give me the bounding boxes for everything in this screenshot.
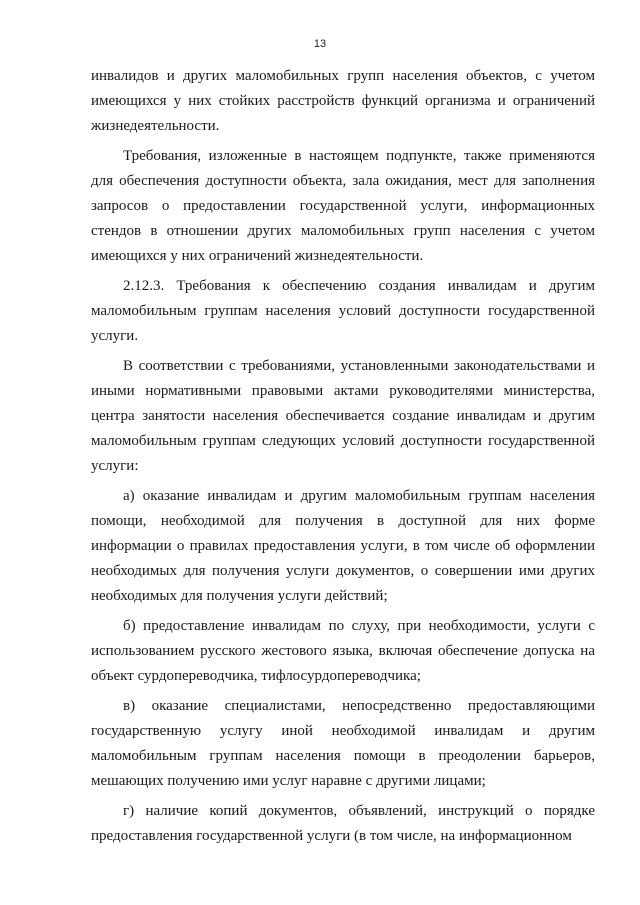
list-item-g: г) наличие копий документов, объявлений, инструкций о порядке предоставления государственной услуги (в том числе, на информационном (91, 803, 595, 844)
paragraph-continuation: инвалидов и других маломобильных групп населения объектов, с учетом имеющихся у них стойких расстройств функций организма и ограничений жизнедеятельности. (91, 68, 595, 134)
paragraph-section-2-12-3: 2.12.3. Требования к обеспечению создания инвалидам и другим маломобильным группам населения условий доступности государственной услуги. (91, 278, 595, 344)
paragraph-accessibility-conditions: В соответствии с требованиями, установленными законодательствами и иными нормативными правовыми актами руководителями министерства, центра занятости населения обеспечивается создание инвалидам и другим маломобильным группам следующих условий доступности государственной услуги: (91, 358, 595, 474)
list-item-v: в) оказание специалистами, непосредственно предоставляющими государственную услугу иной необходимой инвалидам и другим маломобильным группам населения помощи в преодолении барьеров, мешающих получению ими услуг наравне с другими лицами; (91, 698, 595, 789)
list-item-a: а) оказание инвалидам и другим маломобильным группам населения помощи, необходимой для получения в доступной для них форме информации о правилах предоставления услуги, в том числе об оформлении необходимых для получения услуги документов, о совершении ими других необходимых для получения услуги действий; (91, 488, 595, 604)
list-item-b: б) предоставление инвалидам по слуху, при необходимости, услуги с использованием русского жестового языка, включая обеспечение допуска на объект сурдопереводчика, тифлосурдопереводчика; (91, 618, 595, 684)
paragraph-requirements-scope: Требования, изложенные в настоящем подпункте, также применяются для обеспечения доступности объекта, зала ожидания, мест для заполнения запросов о предоставлении государственной услуги, информационных стендов в отношении других маломобильных групп населения с учетом имеющихся у них ограничений жизнедеятельности. (91, 148, 595, 264)
document-body (91, 64, 595, 849)
page-number: 13 (313, 38, 327, 50)
